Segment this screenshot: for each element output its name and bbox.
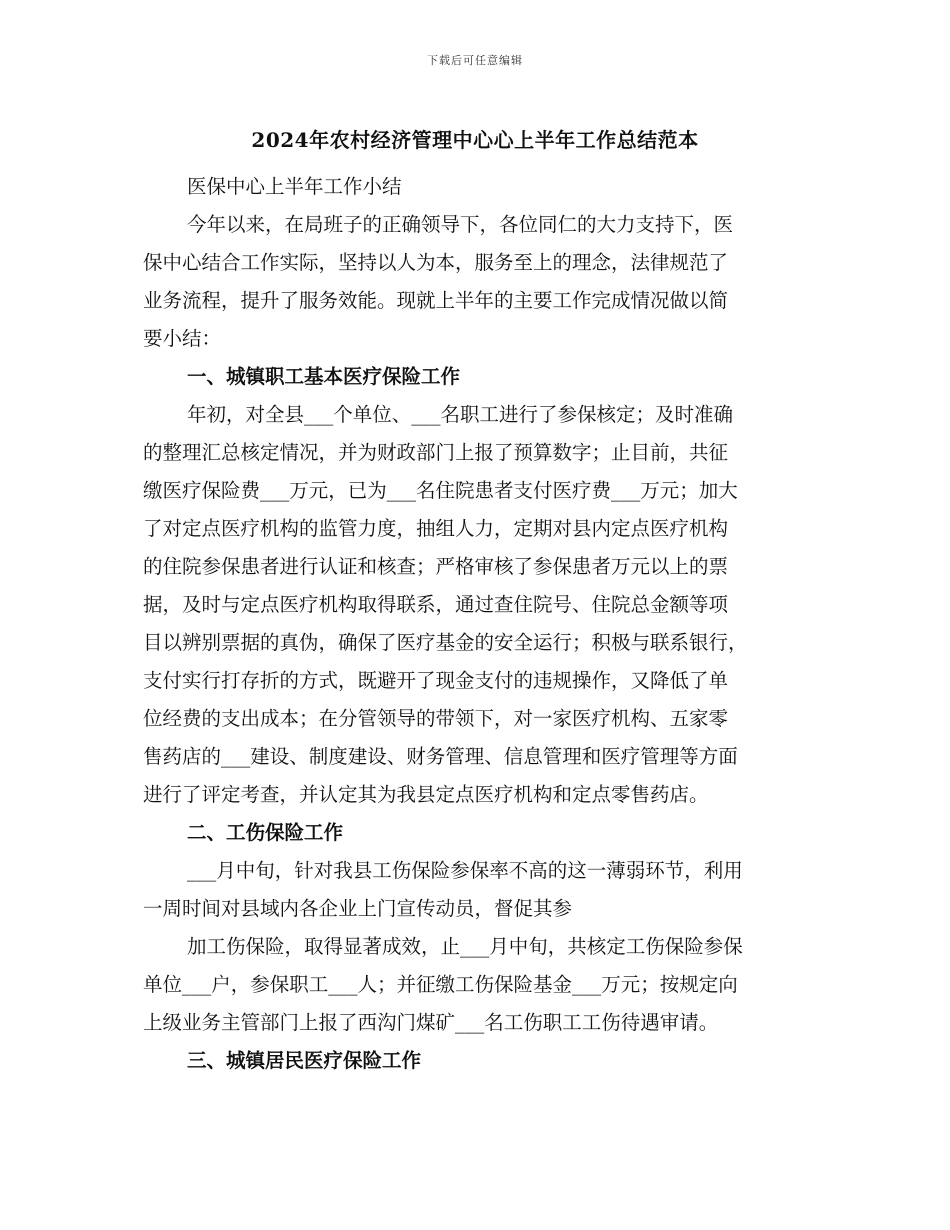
body-line: ___月中旬，针对我县工伤保险参保率不高的这一薄弱环节，利用 <box>187 859 743 882</box>
section-heading: 一、城镇职工基本医疗保险工作 <box>187 365 461 388</box>
section-heading: 三、城镇居民医疗保险工作 <box>187 1049 422 1072</box>
body-line: 保中心结合工作实际，坚持以人为本，服务至上的理念，法律规范了 <box>143 251 729 274</box>
body-line: 今年以来，在局班子的正确领导下，各位同仁的大力支持下，医 <box>187 213 734 236</box>
body-line: 一周时间对县域内各企业上门宣传动员，督促其参 <box>143 897 573 920</box>
body-line: 的住院参保患者进行认证和核查；严格审核了参保患者万元以上的票 <box>143 555 729 578</box>
body-line: 上级业务主管部门上报了西沟门煤矿___名工伤职工工伤待遇审请。 <box>143 1011 719 1034</box>
body-line: 售药店的___建设、制度建设、财务管理、信息管理和医疗管理等方面 <box>143 745 738 768</box>
body-line: 的整理汇总核定情况，并为财政部门上报了预算数字；止目前，共征 <box>143 441 729 464</box>
header-note: 下载后可任意编辑 <box>427 54 523 67</box>
body-line: 缴医疗保险费___万元，已为___名住院患者支付医疗费___万元；加大 <box>143 479 738 502</box>
body-line: 医保中心上半年工作小结 <box>187 175 402 198</box>
body-line: 要小结： <box>143 327 222 350</box>
body-line: 据，及时与定点医疗机构取得联系，通过查住院号、住院总金额等项 <box>143 593 729 616</box>
body-line: 了对定点医疗机构的监管力度，抽组人力，定期对县内定点医疗机构 <box>143 517 729 540</box>
section-heading: 二、工伤保险工作 <box>187 821 344 844</box>
body-line: 单位___户，参保职工___人；并征缴工伤保险基金___万元；按规定向 <box>143 973 738 996</box>
document-title: 2024年农村经济管理中心心上半年工作总结范本 <box>251 128 699 152</box>
document-body <box>143 168 823 1080</box>
body-line: 进行了评定考查，并认定其为我县定点医疗机构和定点零售药店。 <box>143 783 709 806</box>
body-line: 加工伤保险，取得显著成效，止___月中旬，共核定工伤保险参保 <box>187 935 743 958</box>
body-line: 位经费的支出成本；在分管领导的带领下，对一家医疗机构、五家零 <box>143 707 729 730</box>
body-line: 支付实行打存折的方式，既避开了现金支付的违规操作，又降低了单 <box>143 669 729 692</box>
body-line: 业务流程，提升了服务效能。现就上半年的主要工作完成情况做以简 <box>143 289 729 312</box>
body-line: 年初，对全县___个单位、___名职工进行了参保核定；及时准确 <box>187 403 734 426</box>
body-line: 目以辨别票据的真伪，确保了医疗基金的安全运行；积极与联系银行， <box>143 631 748 654</box>
